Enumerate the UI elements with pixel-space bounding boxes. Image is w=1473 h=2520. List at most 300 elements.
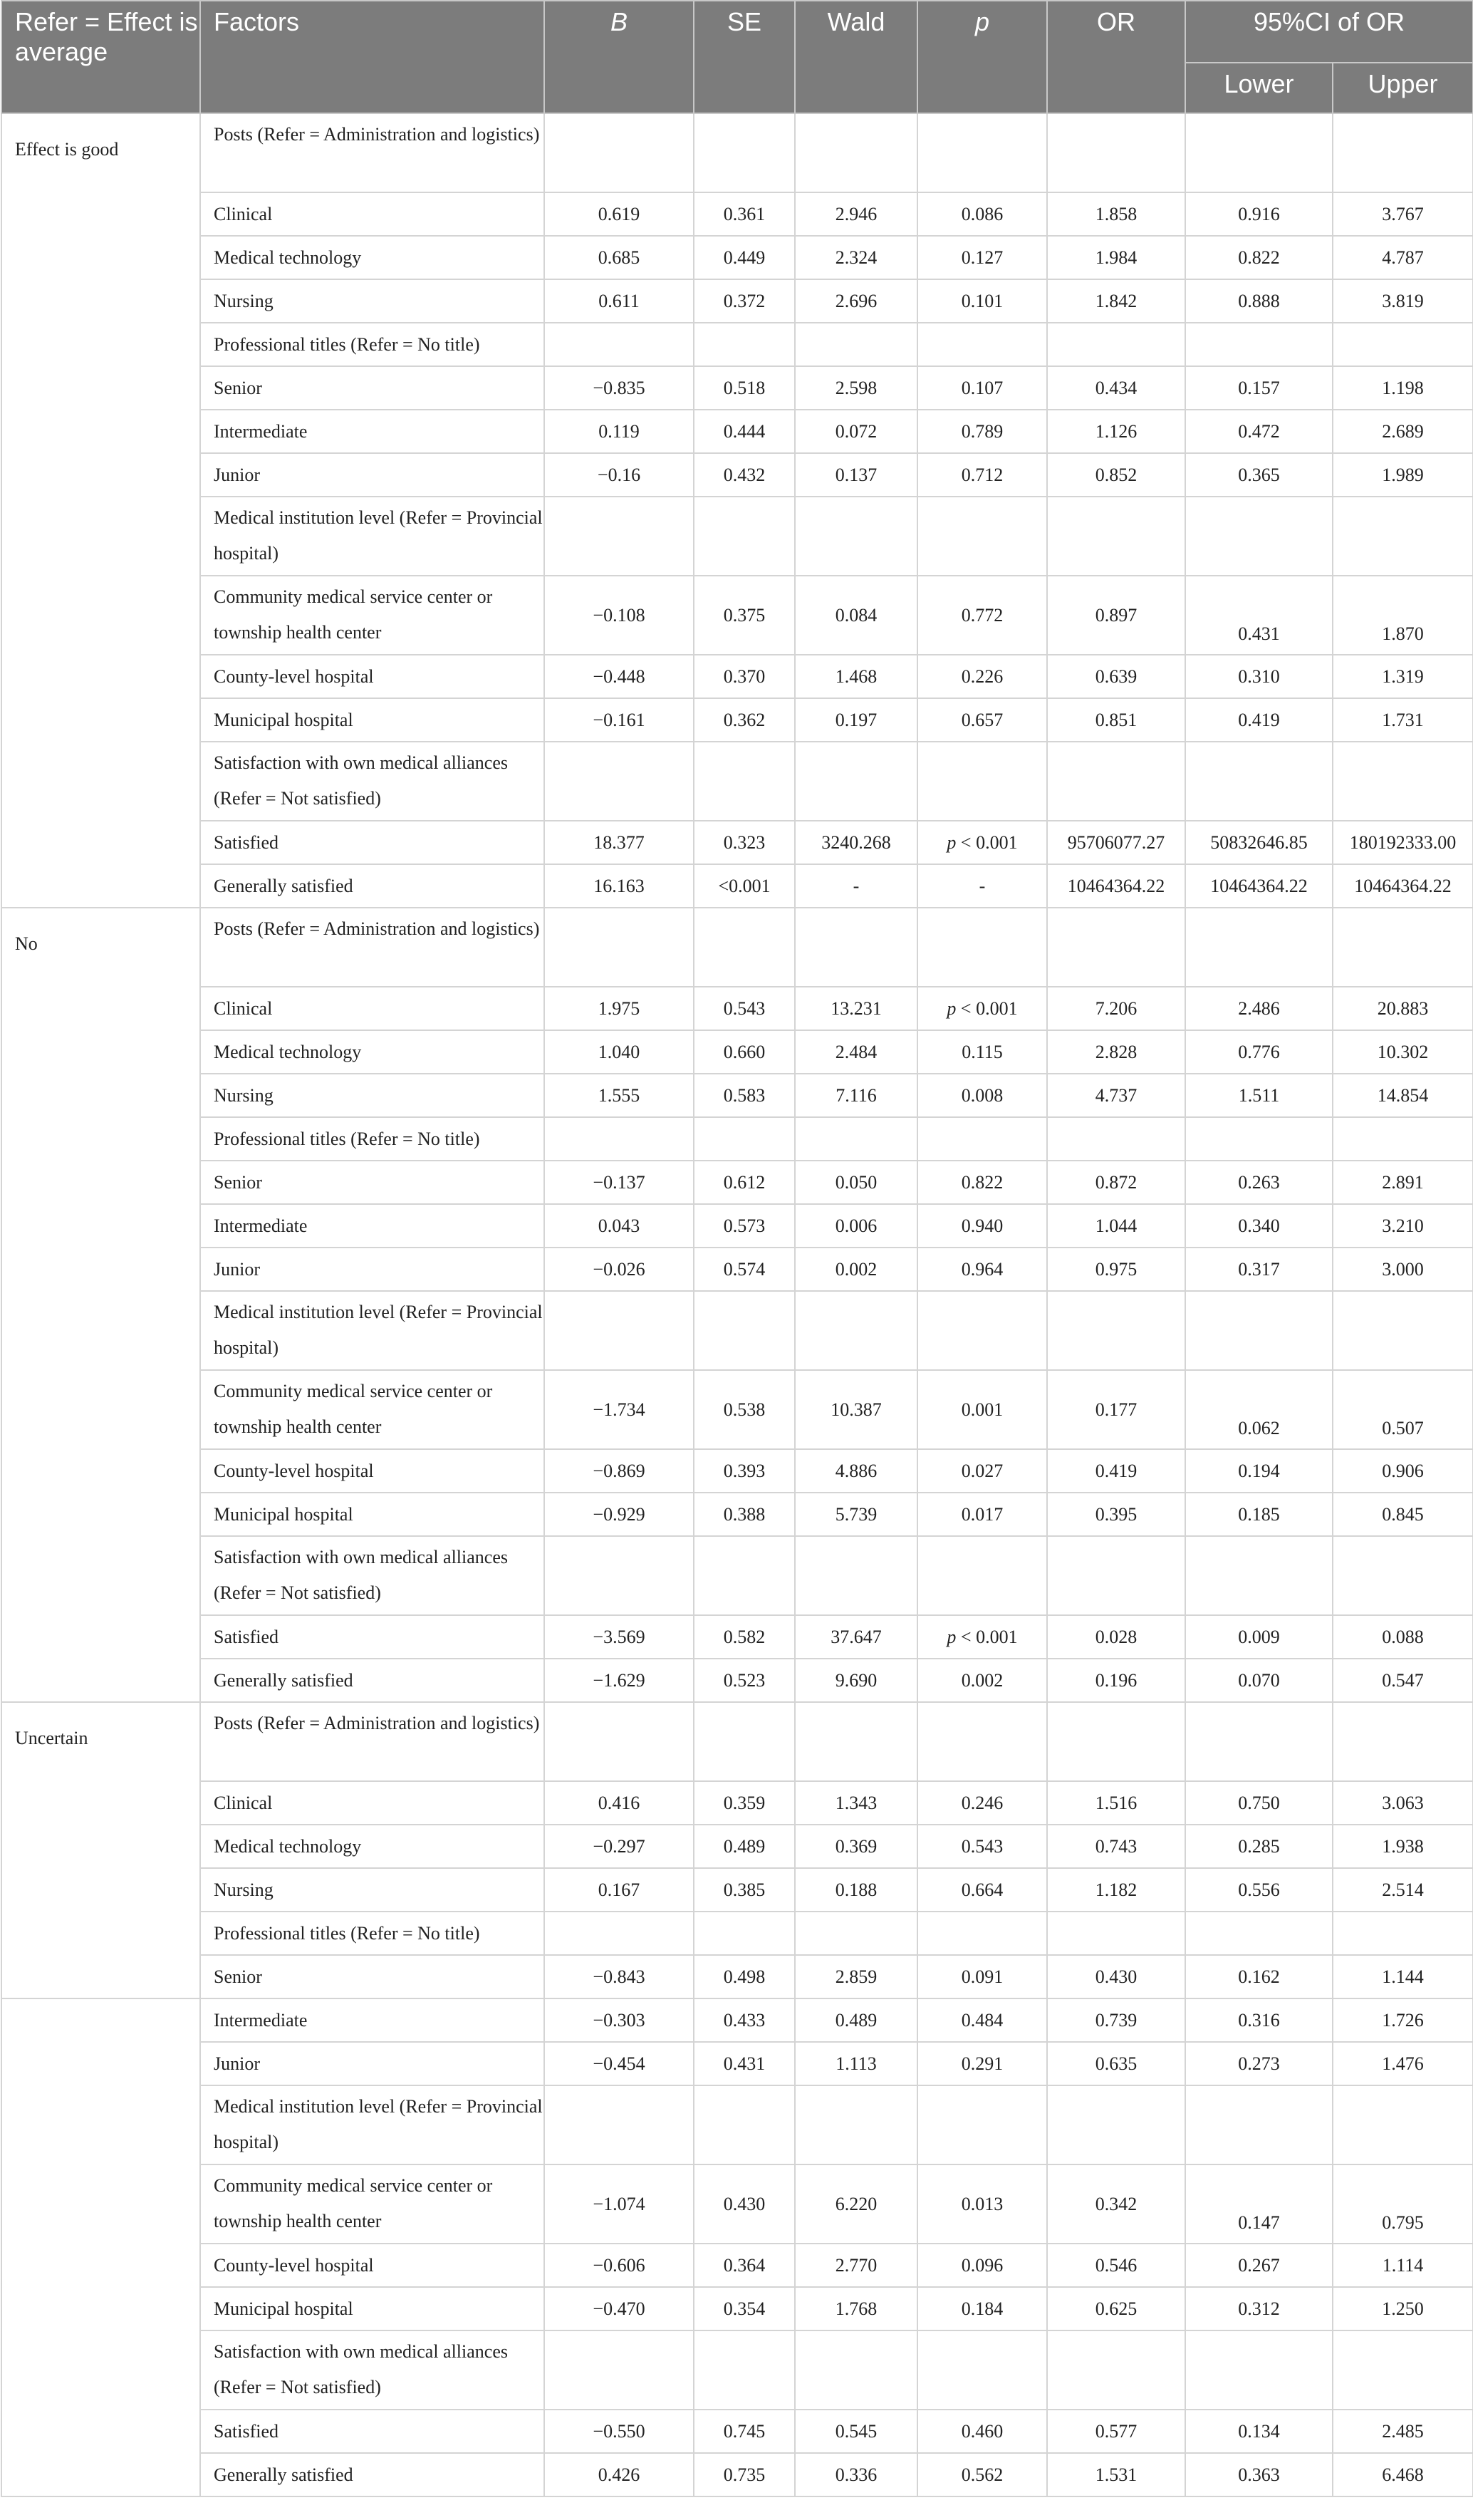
table-row: [1, 698, 1473, 742]
upper-cell: [1333, 497, 1473, 576]
se-cell: 0.364: [694, 2244, 795, 2287]
factor-cell: Generally satisfied: [200, 1659, 544, 1702]
group-label: Effect is good: [1, 113, 200, 908]
upper-cell: [1333, 1291, 1473, 1370]
p-cell: [917, 497, 1047, 576]
table-row: [1, 2244, 1473, 2287]
upper-cell: 0.547: [1333, 1659, 1473, 1702]
table-row: [1, 1536, 1473, 1615]
b-cell: [544, 113, 694, 192]
wald-cell: 1.768: [795, 2287, 917, 2330]
factor-cell: Municipal hospital: [200, 2287, 544, 2330]
upper-cell: [1333, 323, 1473, 366]
table-row: [1, 1955, 1473, 1998]
se-cell: 0.449: [694, 236, 795, 279]
p-cell: [917, 2085, 1047, 2164]
b-cell: −0.929: [544, 1493, 694, 1536]
lower-cell: 0.340: [1185, 1204, 1333, 1248]
lower-cell: 0.310: [1185, 655, 1333, 698]
wald-cell: [795, 1702, 917, 1781]
wald-cell: 2.598: [795, 366, 917, 410]
lower-cell: 0.062: [1185, 1370, 1333, 1449]
table-row: [1, 1912, 1473, 1955]
b-cell: [544, 908, 694, 987]
lower-cell: 0.157: [1185, 366, 1333, 410]
or-cell: 0.897: [1047, 576, 1185, 655]
table-row: [1, 864, 1473, 908]
upper-cell: [1333, 1702, 1473, 1781]
table-row: [1, 1117, 1473, 1161]
se-cell: [694, 497, 795, 576]
se-cell: 0.498: [694, 1955, 795, 1998]
upper-cell: [1333, 113, 1473, 192]
p-cell: 0.246: [917, 1781, 1047, 1825]
upper-cell: 0.906: [1333, 1449, 1473, 1493]
b-cell: 0.167: [544, 1868, 694, 1912]
or-cell: 0.546: [1047, 2244, 1185, 2287]
table-row: [1, 113, 1473, 192]
or-cell: [1047, 497, 1185, 576]
table-row: [1, 1702, 1473, 1781]
lower-cell: 0.472: [1185, 410, 1333, 453]
b-cell: 0.119: [544, 410, 694, 453]
b-cell: −0.026: [544, 1248, 694, 1291]
or-cell: 1.842: [1047, 279, 1185, 323]
b-cell: [544, 1702, 694, 1781]
se-cell: 0.573: [694, 1204, 795, 1248]
factor-cell: Community medical service center or township health center: [200, 1370, 544, 1449]
upper-cell: 4.787: [1333, 236, 1473, 279]
b-cell: [544, 1117, 694, 1161]
table-row: [1, 576, 1473, 655]
b-cell: −0.448: [544, 655, 694, 698]
se-cell: [694, 908, 795, 987]
upper-cell: [1333, 2330, 1473, 2410]
header-or: OR: [1047, 1, 1185, 113]
header-b: B: [544, 1, 694, 113]
p-cell: [917, 1912, 1047, 1955]
b-cell: 1.040: [544, 1030, 694, 1074]
factor-heading: Satisfaction with own medical alliances (Refer = Not satisfied): [200, 742, 544, 821]
lower-cell: 0.776: [1185, 1030, 1333, 1074]
upper-cell: 2.485: [1333, 2410, 1473, 2453]
se-cell: [694, 2330, 795, 2410]
b-cell: −0.470: [544, 2287, 694, 2330]
se-cell: 0.362: [694, 698, 795, 742]
table-row: [1, 366, 1473, 410]
lower-cell: 50832646.85: [1185, 821, 1333, 864]
or-cell: 1.531: [1047, 2453, 1185, 2496]
factor-cell: County-level hospital: [200, 2244, 544, 2287]
wald-cell: [795, 1536, 917, 1615]
factor-cell: Satisfied: [200, 2410, 544, 2453]
b-cell: −0.843: [544, 1955, 694, 1998]
lower-cell: [1185, 742, 1333, 821]
p-cell: 0.712: [917, 453, 1047, 497]
or-cell: 0.434: [1047, 366, 1185, 410]
se-cell: 0.735: [694, 2453, 795, 2496]
wald-cell: [795, 2085, 917, 2164]
wald-cell: 0.336: [795, 2453, 917, 2496]
lower-cell: 0.888: [1185, 279, 1333, 323]
lower-cell: 0.750: [1185, 1781, 1333, 1825]
table-row: [1, 2453, 1473, 2496]
or-cell: 2.828: [1047, 1030, 1185, 1074]
factor-heading: Professional titles (Refer = No title): [200, 323, 544, 366]
wald-cell: 2.696: [795, 279, 917, 323]
b-cell: [544, 742, 694, 821]
se-cell: 0.523: [694, 1659, 795, 1702]
p-cell: 0.484: [917, 1998, 1047, 2042]
se-cell: 0.375: [694, 576, 795, 655]
lower-cell: [1185, 1291, 1333, 1370]
table-row: [1, 908, 1473, 987]
upper-cell: 2.514: [1333, 1868, 1473, 1912]
or-cell: 0.430: [1047, 1955, 1185, 1998]
se-cell: 0.323: [694, 821, 795, 864]
factor-cell: Medical technology: [200, 236, 544, 279]
upper-cell: 1.731: [1333, 698, 1473, 742]
factor-cell: Nursing: [200, 1074, 544, 1117]
factor-heading: Satisfaction with own medical alliances (Refer = Not satisfied): [200, 1536, 544, 1615]
table-row: [1, 2330, 1473, 2410]
upper-cell: 20.883: [1333, 987, 1473, 1030]
se-cell: [694, 1702, 795, 1781]
factor-cell: County-level hospital: [200, 655, 544, 698]
upper-cell: 3.063: [1333, 1781, 1473, 1825]
lower-cell: 1.511: [1185, 1074, 1333, 1117]
p-cell: [917, 1291, 1047, 1370]
b-cell: −1.629: [544, 1659, 694, 1702]
se-cell: [694, 1291, 795, 1370]
wald-cell: 9.690: [795, 1659, 917, 1702]
or-cell: 10464364.22: [1047, 864, 1185, 908]
or-cell: 0.739: [1047, 1998, 1185, 2042]
lower-cell: [1185, 323, 1333, 366]
factor-cell: Senior: [200, 366, 544, 410]
or-cell: [1047, 2330, 1185, 2410]
or-cell: [1047, 2085, 1185, 2164]
p-cell: [917, 742, 1047, 821]
factor-cell: Medical technology: [200, 1030, 544, 1074]
upper-cell: 1.989: [1333, 453, 1473, 497]
p-cell: 0.940: [917, 1204, 1047, 1248]
table-row: [1, 987, 1473, 1030]
lower-cell: [1185, 497, 1333, 576]
upper-cell: 1.726: [1333, 1998, 1473, 2042]
wald-cell: 1.113: [795, 2042, 917, 2085]
p-cell: 0.001: [917, 1370, 1047, 1449]
lower-cell: 0.267: [1185, 2244, 1333, 2287]
p-cell: [917, 2330, 1047, 2410]
p-cell: 0.101: [917, 279, 1047, 323]
se-cell: 0.582: [694, 1615, 795, 1659]
upper-cell: 0.795: [1333, 2164, 1473, 2244]
b-cell: 0.426: [544, 2453, 694, 2496]
or-cell: 1.984: [1047, 236, 1185, 279]
b-cell: [544, 1291, 694, 1370]
se-cell: 0.432: [694, 453, 795, 497]
b-cell: −0.550: [544, 2410, 694, 2453]
table-row: [1, 1074, 1473, 1117]
p-cell: 0.127: [917, 236, 1047, 279]
p-cell: 0.091: [917, 1955, 1047, 1998]
header-factors: Factors: [200, 1, 544, 113]
factor-cell: Community medical service center or township health center: [200, 2164, 544, 2244]
p-cell: 0.562: [917, 2453, 1047, 2496]
p-cell: 0.017: [917, 1493, 1047, 1536]
or-cell: 0.419: [1047, 1449, 1185, 1493]
wald-cell: [795, 1912, 917, 1955]
se-cell: 0.660: [694, 1030, 795, 1074]
or-cell: 1.126: [1047, 410, 1185, 453]
factor-cell: Community medical service center or township health center: [200, 576, 544, 655]
or-cell: 0.743: [1047, 1825, 1185, 1868]
factor-heading: Satisfaction with own medical alliances (Refer = Not satisfied): [200, 2330, 544, 2410]
table-row: [1, 410, 1473, 453]
wald-cell: [795, 497, 917, 576]
upper-cell: 1.198: [1333, 366, 1473, 410]
se-cell: [694, 2085, 795, 2164]
wald-cell: 6.220: [795, 2164, 917, 2244]
table-row: [1, 1781, 1473, 1825]
p-cell: [917, 323, 1047, 366]
upper-cell: 1.144: [1333, 1955, 1473, 1998]
se-cell: 0.745: [694, 2410, 795, 2453]
lower-cell: 0.822: [1185, 236, 1333, 279]
lower-cell: 0.317: [1185, 1248, 1333, 1291]
or-cell: [1047, 1291, 1185, 1370]
or-cell: 0.635: [1047, 2042, 1185, 2085]
b-cell: −0.108: [544, 576, 694, 655]
factor-cell: Junior: [200, 1248, 544, 1291]
table-row: [1, 497, 1473, 576]
or-cell: 0.342: [1047, 2164, 1185, 2244]
wald-cell: 0.072: [795, 410, 917, 453]
b-cell: 1.975: [544, 987, 694, 1030]
table-row: [1, 1204, 1473, 1248]
se-cell: 0.354: [694, 2287, 795, 2330]
or-cell: [1047, 1536, 1185, 1615]
table-row: [1, 1493, 1473, 1536]
p-cell: 0.107: [917, 366, 1047, 410]
or-cell: [1047, 1117, 1185, 1161]
factor-cell: Nursing: [200, 1868, 544, 1912]
header-ref: Refer = Effect is average: [1, 1, 200, 113]
lower-cell: 0.316: [1185, 1998, 1333, 2042]
lower-cell: 0.556: [1185, 1868, 1333, 1912]
table-row: [1, 2042, 1473, 2085]
p-cell: 0.657: [917, 698, 1047, 742]
wald-cell: [795, 1291, 917, 1370]
upper-cell: 3.000: [1333, 1248, 1473, 1291]
se-cell: 0.538: [694, 1370, 795, 1449]
table-row: [1, 323, 1473, 366]
upper-cell: 1.319: [1333, 655, 1473, 698]
table-row: [1, 821, 1473, 864]
or-cell: [1047, 323, 1185, 366]
or-cell: 0.975: [1047, 1248, 1185, 1291]
factor-heading: Medical institution level (Refer = Provincial hospital): [200, 1291, 544, 1370]
upper-cell: 2.891: [1333, 1161, 1473, 1204]
table-row: [1, 1615, 1473, 1659]
upper-cell: [1333, 1117, 1473, 1161]
wald-cell: -: [795, 864, 917, 908]
wald-cell: 0.545: [795, 2410, 917, 2453]
se-cell: 0.370: [694, 655, 795, 698]
b-cell: 0.416: [544, 1781, 694, 1825]
factor-cell: Junior: [200, 2042, 544, 2085]
se-cell: [694, 742, 795, 821]
se-cell: [694, 323, 795, 366]
se-cell: 0.444: [694, 410, 795, 453]
b-cell: −0.161: [544, 698, 694, 742]
or-cell: 0.639: [1047, 655, 1185, 698]
or-cell: 1.182: [1047, 1868, 1185, 1912]
table-row: [1, 1998, 1473, 2042]
upper-cell: 1.114: [1333, 2244, 1473, 2287]
upper-cell: [1333, 1536, 1473, 1615]
wald-cell: [795, 1117, 917, 1161]
factor-heading: Professional titles (Refer = No title): [200, 1912, 544, 1955]
wald-cell: 1.468: [795, 655, 917, 698]
lower-cell: [1185, 113, 1333, 192]
b-cell: −0.454: [544, 2042, 694, 2085]
factor-cell: Senior: [200, 1161, 544, 1204]
or-cell: 0.196: [1047, 1659, 1185, 1702]
se-cell: <0.001: [694, 864, 795, 908]
or-cell: 0.851: [1047, 698, 1185, 742]
wald-cell: 10.387: [795, 1370, 917, 1449]
upper-cell: [1333, 908, 1473, 987]
or-cell: 0.395: [1047, 1493, 1185, 1536]
b-cell: −1.074: [544, 2164, 694, 2244]
factor-cell: Generally satisfied: [200, 2453, 544, 2496]
p-cell: 0.822: [917, 1161, 1047, 1204]
or-cell: 7.206: [1047, 987, 1185, 1030]
lower-cell: 0.147: [1185, 2164, 1333, 2244]
lower-cell: 0.365: [1185, 453, 1333, 497]
factor-cell: Municipal hospital: [200, 698, 544, 742]
p-cell: [917, 908, 1047, 987]
p-cell: p < 0.001: [917, 1615, 1047, 1659]
upper-cell: 14.854: [1333, 1074, 1473, 1117]
lower-cell: [1185, 1536, 1333, 1615]
or-cell: [1047, 742, 1185, 821]
wald-cell: 0.197: [795, 698, 917, 742]
se-cell: 0.518: [694, 366, 795, 410]
factor-heading: Professional titles (Refer = No title): [200, 1117, 544, 1161]
table-row: [1, 453, 1473, 497]
se-cell: 0.359: [694, 1781, 795, 1825]
lower-cell: 0.273: [1185, 2042, 1333, 2085]
wald-cell: 2.324: [795, 236, 917, 279]
b-cell: −0.606: [544, 2244, 694, 2287]
or-cell: [1047, 1702, 1185, 1781]
p-cell: 0.184: [917, 2287, 1047, 2330]
p-cell: 0.013: [917, 2164, 1047, 2244]
wald-cell: [795, 113, 917, 192]
table-row: [1, 1248, 1473, 1291]
p-cell: [917, 1702, 1047, 1781]
wald-cell: 1.343: [795, 1781, 917, 1825]
p-cell: [917, 1536, 1047, 1615]
or-cell: 1.044: [1047, 1204, 1185, 1248]
p-cell: 0.008: [917, 1074, 1047, 1117]
factor-cell: Nursing: [200, 279, 544, 323]
se-cell: 0.372: [694, 279, 795, 323]
se-cell: 0.583: [694, 1074, 795, 1117]
p-cell: 0.096: [917, 2244, 1047, 2287]
se-cell: 0.361: [694, 192, 795, 236]
factor-cell: Senior: [200, 1955, 544, 1998]
wald-cell: [795, 323, 917, 366]
lower-cell: 0.285: [1185, 1825, 1333, 1868]
wald-cell: 0.084: [795, 576, 917, 655]
table-row: [1, 2410, 1473, 2453]
b-cell: [544, 323, 694, 366]
se-cell: 0.574: [694, 1248, 795, 1291]
upper-cell: 1.250: [1333, 2287, 1473, 2330]
b-cell: −0.869: [544, 1449, 694, 1493]
wald-cell: 37.647: [795, 1615, 917, 1659]
b-cell: −0.137: [544, 1161, 694, 1204]
p-cell: 0.789: [917, 410, 1047, 453]
se-cell: 0.388: [694, 1493, 795, 1536]
se-cell: [694, 1536, 795, 1615]
or-cell: [1047, 908, 1185, 987]
lower-cell: 0.194: [1185, 1449, 1333, 1493]
wald-cell: 0.006: [795, 1204, 917, 1248]
table-row: [1, 2287, 1473, 2330]
b-cell: [544, 1536, 694, 1615]
b-cell: 0.611: [544, 279, 694, 323]
factor-cell: Municipal hospital: [200, 1493, 544, 1536]
table-row: [1, 2164, 1473, 2244]
b-cell: 18.377: [544, 821, 694, 864]
upper-cell: 6.468: [1333, 2453, 1473, 2496]
lower-cell: 2.486: [1185, 987, 1333, 1030]
upper-cell: 2.689: [1333, 410, 1473, 453]
header-lower: Lower: [1185, 63, 1333, 113]
wald-cell: 2.770: [795, 2244, 917, 2287]
p-cell: 0.543: [917, 1825, 1047, 1868]
factor-cell: County-level hospital: [200, 1449, 544, 1493]
table-row: [1, 192, 1473, 236]
group-label: Uncertain: [1, 1702, 200, 1998]
p-cell: 0.291: [917, 2042, 1047, 2085]
table-row: [1, 236, 1473, 279]
factor-cell: Clinical: [200, 1781, 544, 1825]
p-cell: 0.964: [917, 1248, 1047, 1291]
b-cell: −0.16: [544, 453, 694, 497]
header-se: SE: [694, 1, 795, 113]
p-cell: [917, 1117, 1047, 1161]
wald-cell: 5.739: [795, 1493, 917, 1536]
upper-cell: 180192333.00: [1333, 821, 1473, 864]
upper-cell: 3.767: [1333, 192, 1473, 236]
wald-cell: 2.946: [795, 192, 917, 236]
lower-cell: [1185, 2085, 1333, 2164]
b-cell: −0.303: [544, 1998, 694, 2042]
upper-cell: 0.088: [1333, 1615, 1473, 1659]
or-cell: 1.516: [1047, 1781, 1185, 1825]
p-cell: 0.027: [917, 1449, 1047, 1493]
or-cell: 1.858: [1047, 192, 1185, 236]
factor-heading: Medical institution level (Refer = Provincial hospital): [200, 497, 544, 576]
factor-heading: Posts (Refer = Administration and logistics): [200, 1702, 544, 1781]
lower-cell: 0.134: [1185, 2410, 1333, 2453]
